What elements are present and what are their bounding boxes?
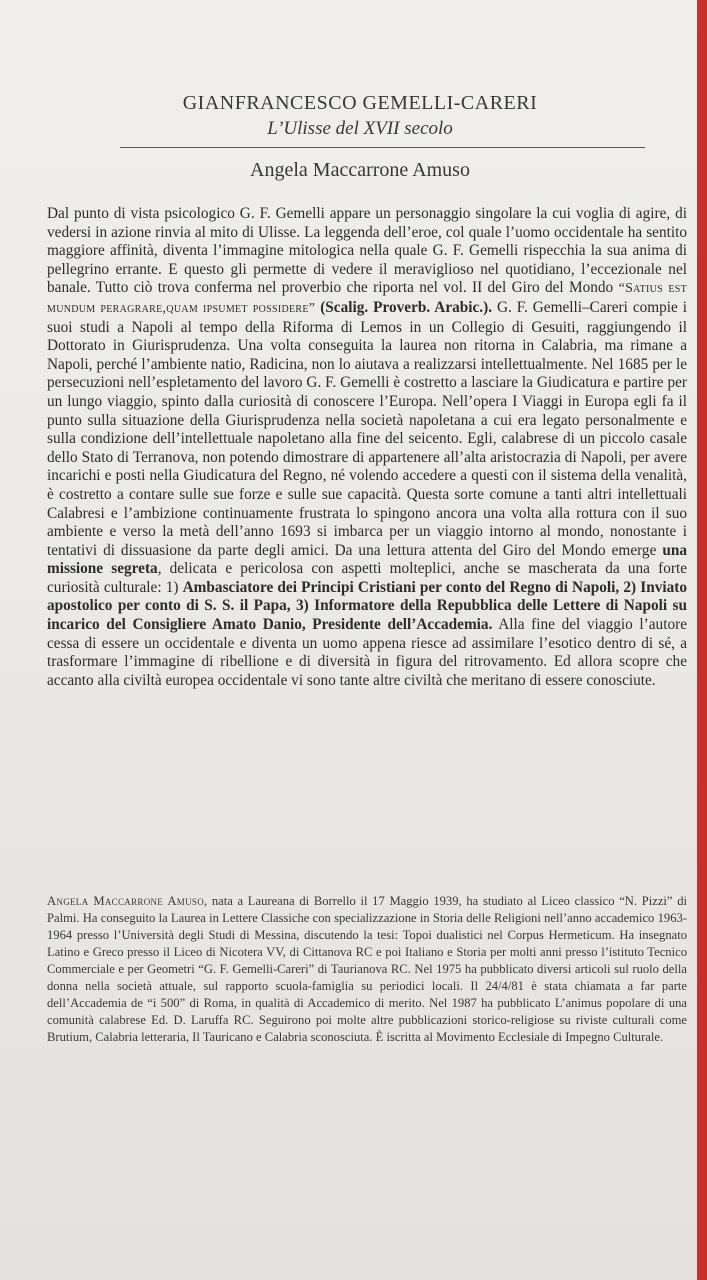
main-paragraph [47,205,687,690]
text-intro: Dal punto di vista psicologico G. F. Gemelli appare un personaggio singolare la cui voglia di agire, di vedersi in azione rinvia al mito di Ulisse. La leggenda dell’eroe, col quale l’uomo occidentale ha sentito maggiore affinità, diventa l’immagine mitologica nella quale G. F. Gemelli rispecchia la sua anima di pellegrino errante. E questo gli permette di vedere il meraviglioso nel quotidiano, l’eccezionale nel banale. Tutto ciò trova conferma nel proverbio che riporta nel vol. II del Giro del Mondo [47,205,687,297]
red-border [697,0,707,1280]
bio-paragraph [47,893,687,1046]
secret-mission: una missione segreta [47,541,687,578]
mission-roles: Ambasciatore dei Principi Cristiani per conto del Regno di Napoli, 2) Inviato apostolico per conto di S. S. il Papa, 3) Informatore della Repubblica delle Lettere di Napoli su incarico del Consigliere Amato Danio, Presidente dell’Accademia. [47,578,687,634]
author-bio [47,893,687,1046]
bio-text: , nata a Laureana di Borrello il 17 Maggio 1939, ha studiato al Liceo classico “N. Pizzi” di Palmi. Ha conseguito la Laurea in Lettere Classiche con specializzazione in Storia delle Religioni nell’anno accademico 1963-1964 presso l’Università degli Studi di Messina, discutendo la tesi: Topoi dualistici nel Corpus Hermeticum. Ha insegnato Latino e Greco presso il Liceo di Nicotera VV, di Cittanova RC e poi Italiano e Storia per molti anni presso l’istituto Tecnico Commerciale e per Geometri “G. F. Gemelli-Careri” di Taurianova RC. Nel 1975 ha pubblicato diversi articoli sul ruolo della donna nella società attuale, sul rapporto scuola-famiglia su periodici locali. Il 24/4/81 è stata chiamata a far parte dell’Accademia de “i 500” di Roma, in qualità di Accademico di merito. Nel 1987 ha pubblicato L’animus popolare di una comunità calabrese Ed. D. Laruffa RC. Seguirono poi molte altre pubblicazioni storico-religiose su riviste culturali come Brutium, Calabria letteraria, Il Tauricano e Calabria sconosciuta. È iscritta al Movimento Ecclesiale di Impegno Culturale. [47,894,688,1044]
author-heading: Angela Maccarrone Amuso [250,159,470,181]
latin-quote: “Satius est mundum peragrare,quam ipsumet possidere” [47,281,688,316]
text-biography: G. F. Gemelli–Careri compie i suoi studi a Napoli al tempo della Riforma di Lemos in un Collegio di Gesuiti, raggiungendo il Dottorato in Giurisprudenza. Una volta conseguita la laurea non ritorna in Calabria, ma rimane a Napoli, perché l’ambiente natio, Radicina, non lo aiutava a realizzarsi intellettualmente. Nel 1685 per le persecuzioni nell’espletamento del lavoro G. F. Gemelli è costretto a lasciare la Giudicatura e partire per un lungo viaggio, spinto dalla curiosità di conoscere l’Europa. Nell’opera I Viaggi in Europa egli fa il punto sulla situazione della Giurisprudenza nella società napoletana a cui era legato personalmente e sulla condizione dell’intellettuale napoletano alla fine del seicento. Egli, calabrese di un piccolo casale dello Stato di Terranova, non potendo dimostrare di appartenere all’alta aristocrazia di Napoli, per avere incarichi e posti nella Giudicatura del Regno, né volendo accedere a questi con il sistema della venalità, è costretto a contare sulle sue forze e sulle sue capacità. Questa sorte comune a tanti altri intellettuali Calabresi e l’ambizione continuamente frustrata lo spingono ancora una volta alla rottura con il suo ambiente e verso la metà dell’anno 1693 si imbarca per un viaggio intorno al mondo, nonostante i tentativi di dissuasione da parte degli amici. Da una lettura attenta del Giro del Mondo emerge [47,298,688,559]
main-text [47,205,687,690]
page-subtitle: L’Ulisse del XVII secolo [267,118,453,139]
text-conclusion: Alla fine del viaggio l’autore cessa di essere un occidentale e diventa un uomo appena riesce ad assimilare l’esotico dentro di sé, a trasformare l’immagine di ribellione e di diversità in figura del ritrovamento. Ed allora scopre che accanto alla civiltà europea occidentale vi sono tante altre civiltà che meritano di essere conosciute. [47,616,687,689]
divider [120,147,645,148]
text-mission: , delicata e pericolosa con aspetti molteplici, anche se mascherata da una forte curiosità culturale: 1) [47,560,687,596]
page-title: GIANFRANCESCO GEMELLI-CARERI [182,92,538,114]
header [80,90,640,142]
bio-name: Angela Maccarrone Amuso [47,894,204,908]
quote-citation: (Scalig. Proverb. Arabic.). [315,298,493,316]
